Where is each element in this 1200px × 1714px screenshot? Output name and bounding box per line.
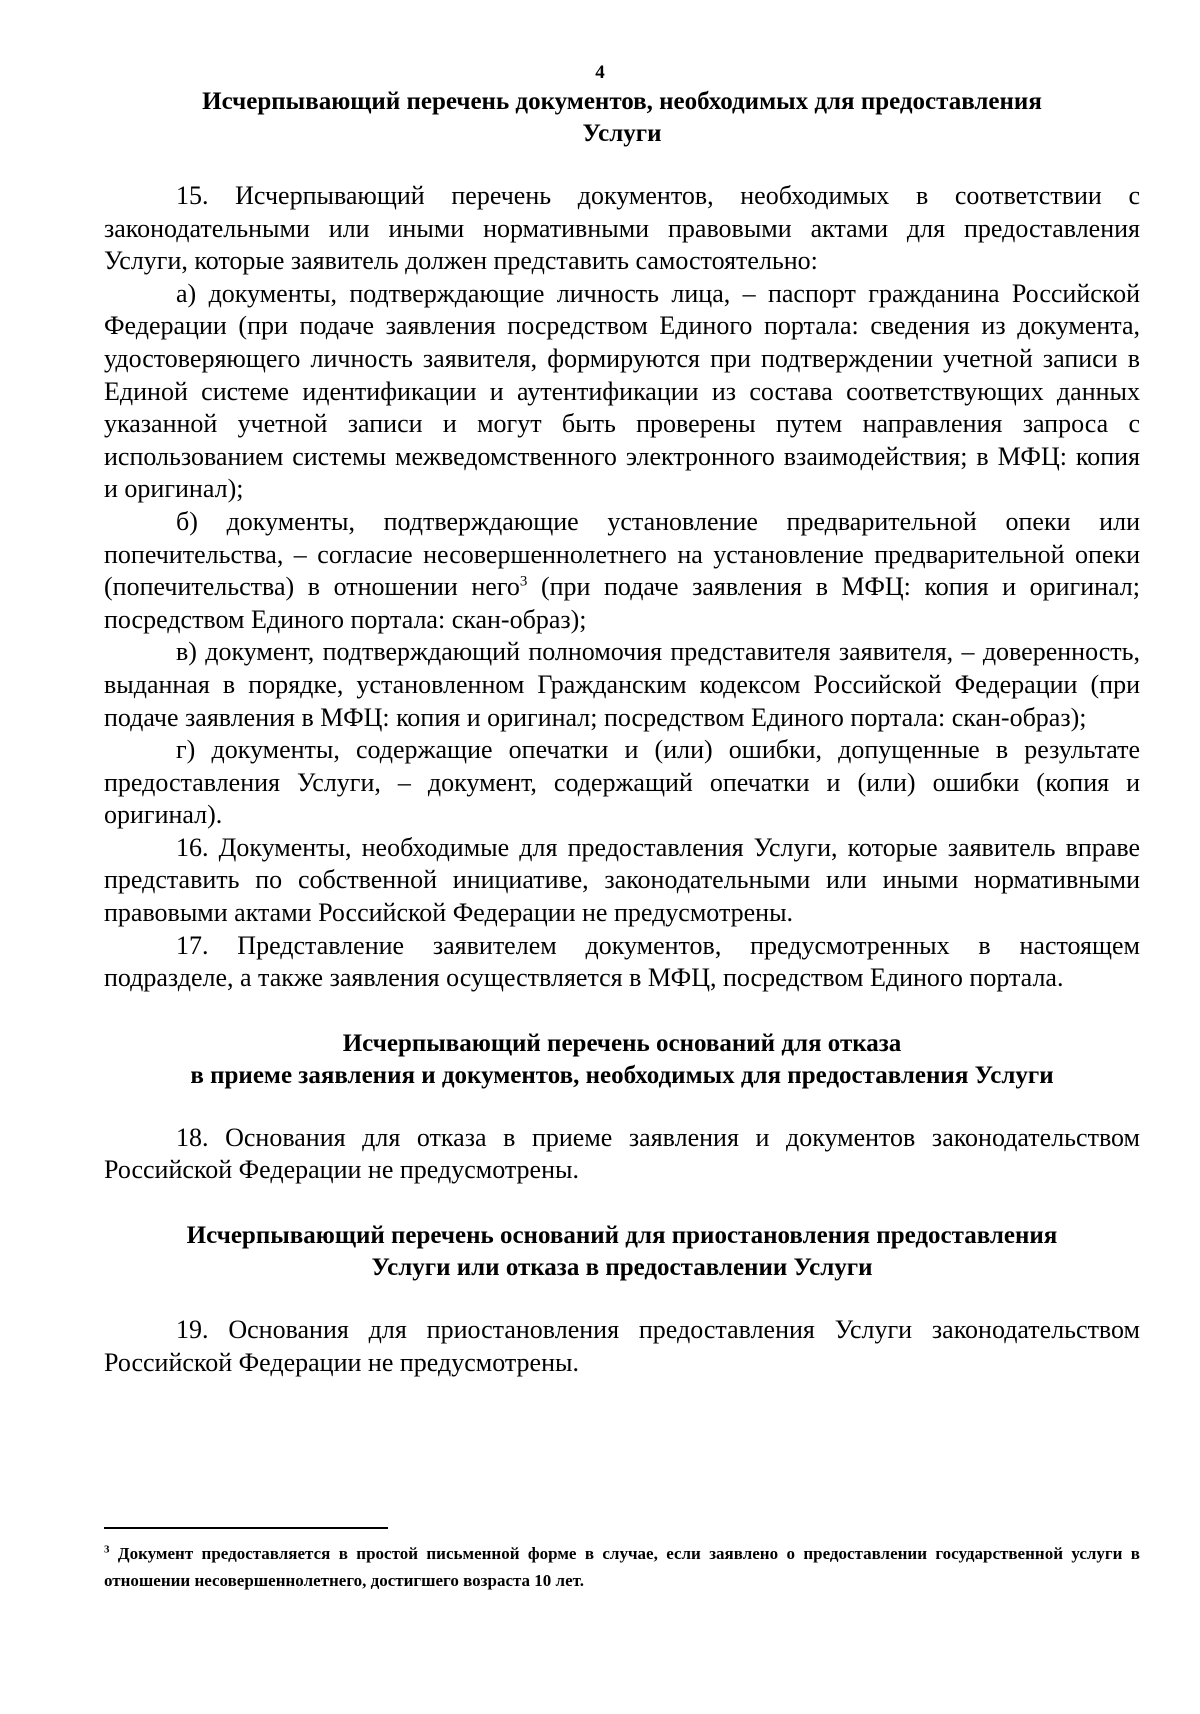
heading-line: Исчерпывающий перечень оснований для приостановления предоставления bbox=[186, 1222, 1058, 1250]
paragraph-19: 19. Основания для приостановления предоставления Услуги законодательством Российской Федерации не предусмотрены. bbox=[104, 1315, 1140, 1377]
list-item-b bbox=[104, 506, 1140, 636]
page-number: 4 bbox=[595, 62, 605, 83]
footnote-reference: 3 bbox=[519, 573, 528, 590]
footnote bbox=[104, 1540, 1140, 1594]
list-item-b-text-continued: (при подаче заявления в МФЦ: копия и оригинал; посредством Единого портала: скан-образ); bbox=[104, 572, 1141, 634]
section-heading-refusal-grounds bbox=[104, 1028, 1140, 1092]
paragraph-16: 16. Документы, необходимые для предоставления Услуги, которые заявитель вправе представить по собственной инициативе, законодательными или иными нормативными правовыми актами Российской Федерации не предусмотрены. bbox=[104, 832, 1140, 928]
list-item-v: в) документ, подтверждающий полномочия представителя заявителя, – доверенность, выданная в порядке, установленном Гражданским кодексом Российской Федерации (при подаче заявления в МФЦ: копия и оригинал; посредством Единого портала: скан-образ); bbox=[104, 637, 1140, 732]
paragraph-18: 18. Основания для отказа в приеме заявления и документов законодательством Российской Федерации не предусмотрены. bbox=[104, 1122, 1140, 1185]
footnote-marker: 3 bbox=[104, 1543, 110, 1556]
heading-line: Исчерпывающий перечень оснований для отказа bbox=[342, 1029, 902, 1057]
list-item-g: г) документы, содержащие опечатки и (или) ошибки, допущенные в результате предоставления Услуги, – документ, содержащий опечатки и (или) ошибки (копия и оригинал). bbox=[104, 735, 1140, 830]
section-heading-suspension-grounds bbox=[104, 1220, 1140, 1284]
paragraph-17: 17. Представление заявителем документов, предусмотренных в настоящем подразделе, а также заявления осуществляется в МФЦ, посредством Единого портала. bbox=[104, 930, 1140, 993]
heading-line: Услуги bbox=[582, 120, 662, 147]
footnote-separator bbox=[104, 1527, 388, 1529]
document-body bbox=[104, 86, 1140, 1379]
section-heading-documents-list bbox=[104, 86, 1140, 150]
paragraph-15: 15. Исчерпывающий перечень документов, необходимых в соответствии с законодательными или иными нормативными правовыми актами для предоставления Услуги, которые заявитель должен представить самостоятельно: bbox=[104, 181, 1140, 276]
list-item-a: а) документы, подтверждающие личность лица, – паспорт гражданина Российской Федерации (при подаче заявления посредством Единого портала: сведения из документа, удостоверяющего личность заявителя, формируются при подтверждении учетной записи в Единой системе идентификации и аутентификации из состава соответствующих данных указанной учетной записи и могут быть проверены путем направления запроса с использованием системы межведомственного электронного взаимодействия; в МФЦ: копия и оригинал); bbox=[104, 278, 1140, 504]
list-item-b-text: б) документы, подтверждающие установление предварительной опеки или попечительства, – согласие несовершеннолетнего на установление предварительной опеки (попечительства) в отношении него bbox=[104, 506, 1140, 602]
footnote-text: Документ предоставляется в простой письменной форме в случае, если заявлено о предоставлении государственной услуги в отношении несовершеннолетнего, достигшего возраста 10 лет. bbox=[104, 1544, 1140, 1590]
heading-line: в приеме заявления и документов, необходимых для предоставления Услуги bbox=[190, 1061, 1054, 1089]
heading-line: Услуги или отказа в предоставлении Услуги bbox=[371, 1254, 873, 1282]
heading-line: Исчерпывающий перечень документов, необходимых для предоставления bbox=[202, 88, 1042, 115]
